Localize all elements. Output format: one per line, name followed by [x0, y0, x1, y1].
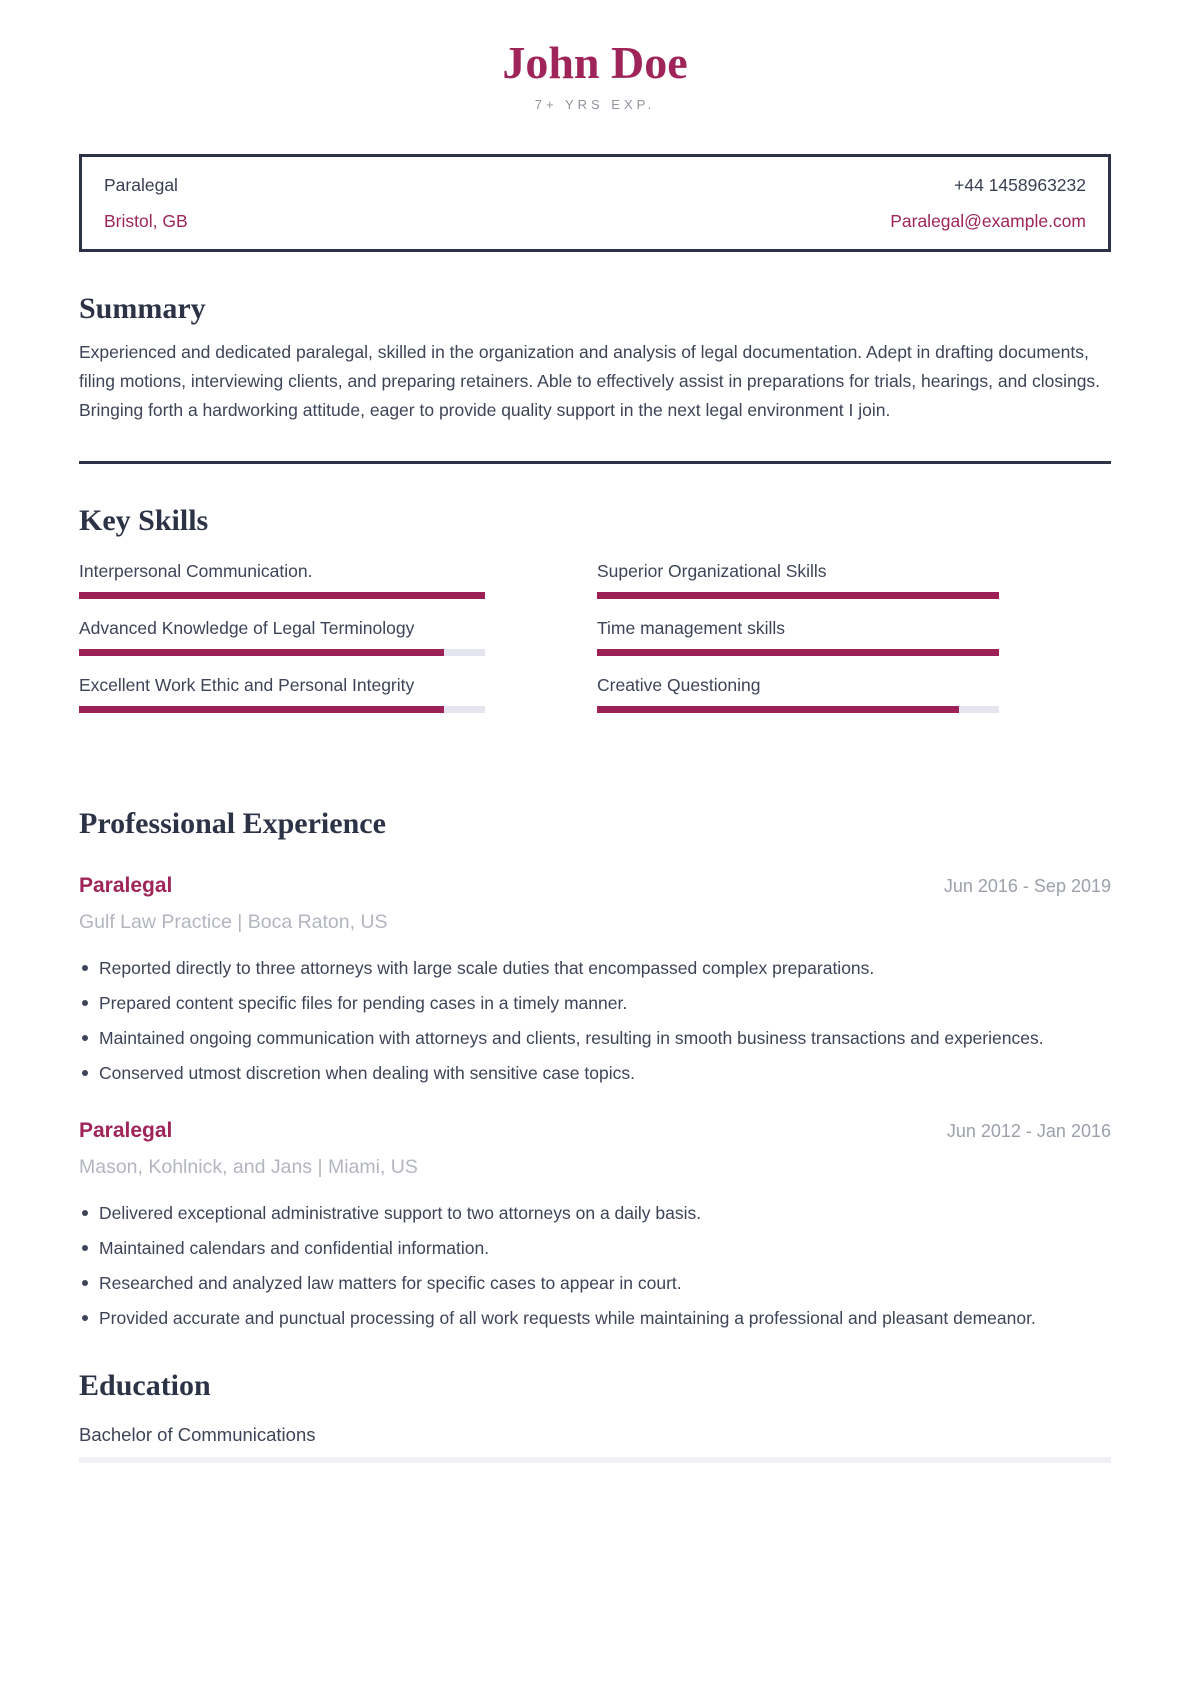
skill-item [79, 674, 485, 713]
bullet-item: Conserved utmost discretion when dealing with sensitive case topics. [79, 1060, 1111, 1086]
experience-badge: 7+ YRS EXP. [534, 97, 656, 112]
education-heading: Education [79, 1369, 211, 1402]
contact-email-link[interactable]: Paralegal@example.com [890, 211, 1086, 231]
job-dates: Jun 2016 - Sep 2019 [943, 876, 1111, 896]
skill-item [79, 617, 485, 656]
skill-item [79, 560, 485, 599]
job-title: Paralegal [79, 1119, 173, 1142]
skill-item [597, 674, 999, 713]
job-header [79, 1118, 1111, 1144]
job-entry [79, 873, 1111, 1086]
skill-progress-track [597, 592, 999, 599]
skill-label: Excellent Work Ethic and Personal Integrity [79, 675, 415, 695]
contact-location: Bristol, GB [104, 211, 188, 231]
skills-grid [79, 560, 1111, 713]
job-dates: Jun 2012 - Jan 2016 [946, 1121, 1111, 1141]
section-divider [79, 461, 1111, 464]
job-company: Mason, Kohlnick, and Jans | Miami, US [79, 1156, 418, 1178]
candidate-name: John Doe [502, 37, 688, 88]
summary-paragraph: Experienced and dedicated paralegal, skilled in the organization and analysis of legal documentation. Adept in drafting documents, filing motions, interviewing clients, and preparing retainers. Able to effectively assist in preparations for trials, hearings, and closings. Bringing forth a hardworking attitude, eager to provide quality support in the next legal environment I join. [79, 342, 1101, 420]
contact-left-column [104, 173, 188, 233]
bullet-item: Maintained ongoing communication with attorneys and clients, resulting in smooth business transactions and experiences. [79, 1025, 1111, 1051]
bullet-item: Researched and analyzed law matters for specific cases to appear in court. [79, 1270, 1111, 1296]
skill-label: Time management skills [597, 618, 786, 638]
contact-right-column [890, 173, 1086, 233]
skill-progress-fill [597, 649, 999, 656]
contact-role: Paralegal [104, 175, 178, 195]
bullet-item: Reported directly to three attorneys with large scale duties that encompassed complex preparations. [79, 955, 1111, 981]
skill-progress-fill [79, 649, 444, 656]
job-company: Gulf Law Practice | Boca Raton, US [79, 911, 388, 933]
job-header [79, 873, 1111, 899]
experience-heading: Professional Experience [79, 807, 386, 840]
job-title: Paralegal [79, 874, 173, 897]
skill-progress-track [597, 649, 999, 656]
skill-progress-fill [597, 706, 959, 713]
contact-phone: +44 1458963232 [954, 175, 1086, 195]
skill-progress-fill [79, 592, 485, 599]
skill-progress-track [79, 592, 485, 599]
skill-progress-fill [79, 706, 444, 713]
skill-item [597, 560, 999, 599]
skill-progress-fill [597, 592, 999, 599]
degree-name: Bachelor of Communications [79, 1424, 316, 1445]
contact-card [79, 154, 1111, 252]
bullet-list [79, 1200, 1111, 1331]
skill-label: Superior Organizational Skills [597, 561, 827, 581]
skill-item [597, 617, 999, 656]
skill-label: Creative Questioning [597, 675, 761, 695]
job-entry [79, 1118, 1111, 1331]
skill-progress-track [597, 706, 999, 713]
key-skills-heading: Key Skills [79, 504, 209, 537]
skill-label: Advanced Knowledge of Legal Terminology [79, 618, 415, 638]
skill-progress-track [79, 649, 485, 656]
skill-label: Interpersonal Communication. [79, 561, 313, 581]
skill-progress-track [79, 706, 485, 713]
bullet-item: Maintained calendars and confidential information. [79, 1235, 1111, 1261]
bullet-item: Prepared content specific files for pending cases in a timely manner. [79, 990, 1111, 1016]
bullet-list [79, 955, 1111, 1086]
footer-divider [79, 1457, 1111, 1463]
summary-heading: Summary [79, 292, 206, 325]
bullet-item: Provided accurate and punctual processing of all work requests while maintaining a professional and pleasant demeanor. [79, 1305, 1111, 1331]
bullet-item: Delivered exceptional administrative support to two attorneys on a daily basis. [79, 1200, 1111, 1226]
header [79, 36, 1111, 112]
